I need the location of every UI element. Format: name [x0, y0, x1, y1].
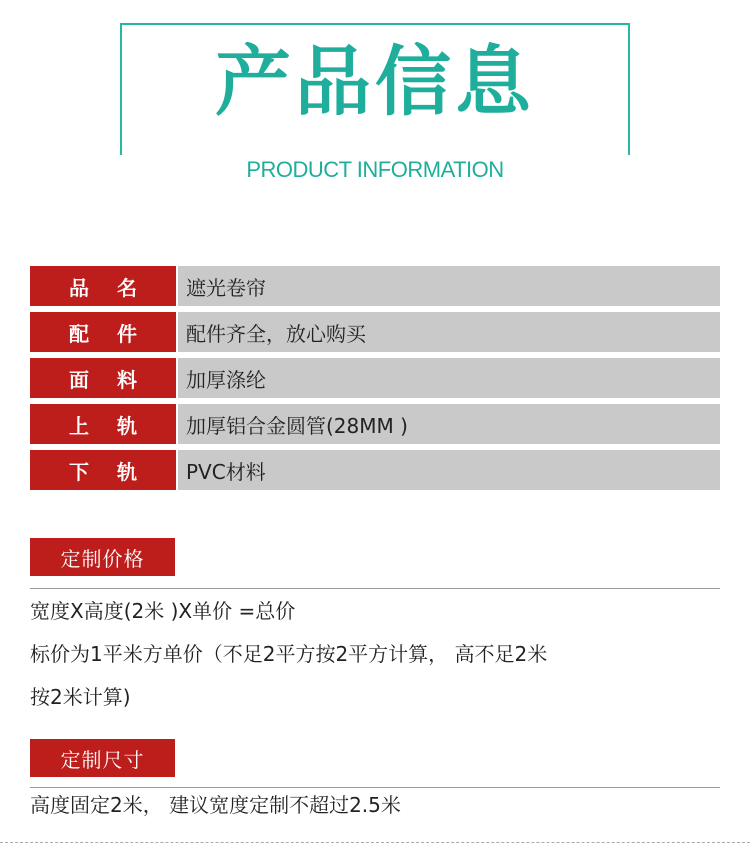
spec-label: 品名	[30, 266, 176, 306]
pricing-line-1: 宽度X高度(2米 )X单价 =总价	[30, 599, 296, 623]
bottom-dashed-divider	[0, 842, 750, 843]
spec-label: 上轨	[30, 404, 176, 444]
spec-row-name	[30, 266, 720, 306]
pricing-line-3: 按2米计算)	[30, 685, 131, 709]
spec-row-top-rail	[30, 404, 720, 444]
spec-row-bottom-rail	[30, 450, 720, 490]
pricing-text	[30, 590, 720, 719]
spec-row-accessories	[30, 312, 720, 352]
spec-value: 加厚涤纶	[178, 358, 720, 398]
spec-value: PVC材料	[178, 450, 720, 490]
pricing-divider	[30, 588, 720, 589]
spec-label: 面料	[30, 358, 176, 398]
spec-value: 加厚铝合金圆管(28MM )	[178, 404, 720, 444]
spec-row-fabric	[30, 358, 720, 398]
spec-table	[30, 266, 720, 496]
size-line-1: 高度固定2米， 建议宽度定制不超过2.5米	[30, 793, 401, 817]
spec-label: 配件	[30, 312, 176, 352]
pricing-heading: 定制价格	[30, 538, 175, 576]
spec-value: 遮光卷帘	[178, 266, 720, 306]
pricing-line-2: 标价为1平米方单价（不足2平方按2平方计算， 高不足2米	[30, 642, 548, 666]
size-heading: 定制尺寸	[30, 739, 175, 777]
spec-value: 配件齐全，放心购买	[178, 312, 720, 352]
size-text	[30, 784, 720, 827]
page-subtitle: PRODUCT INFORMATION	[240, 157, 509, 183]
page-title: 产品信息	[215, 37, 535, 126]
spec-label: 下轨	[30, 450, 176, 490]
subtitle-wrap	[100, 155, 650, 185]
